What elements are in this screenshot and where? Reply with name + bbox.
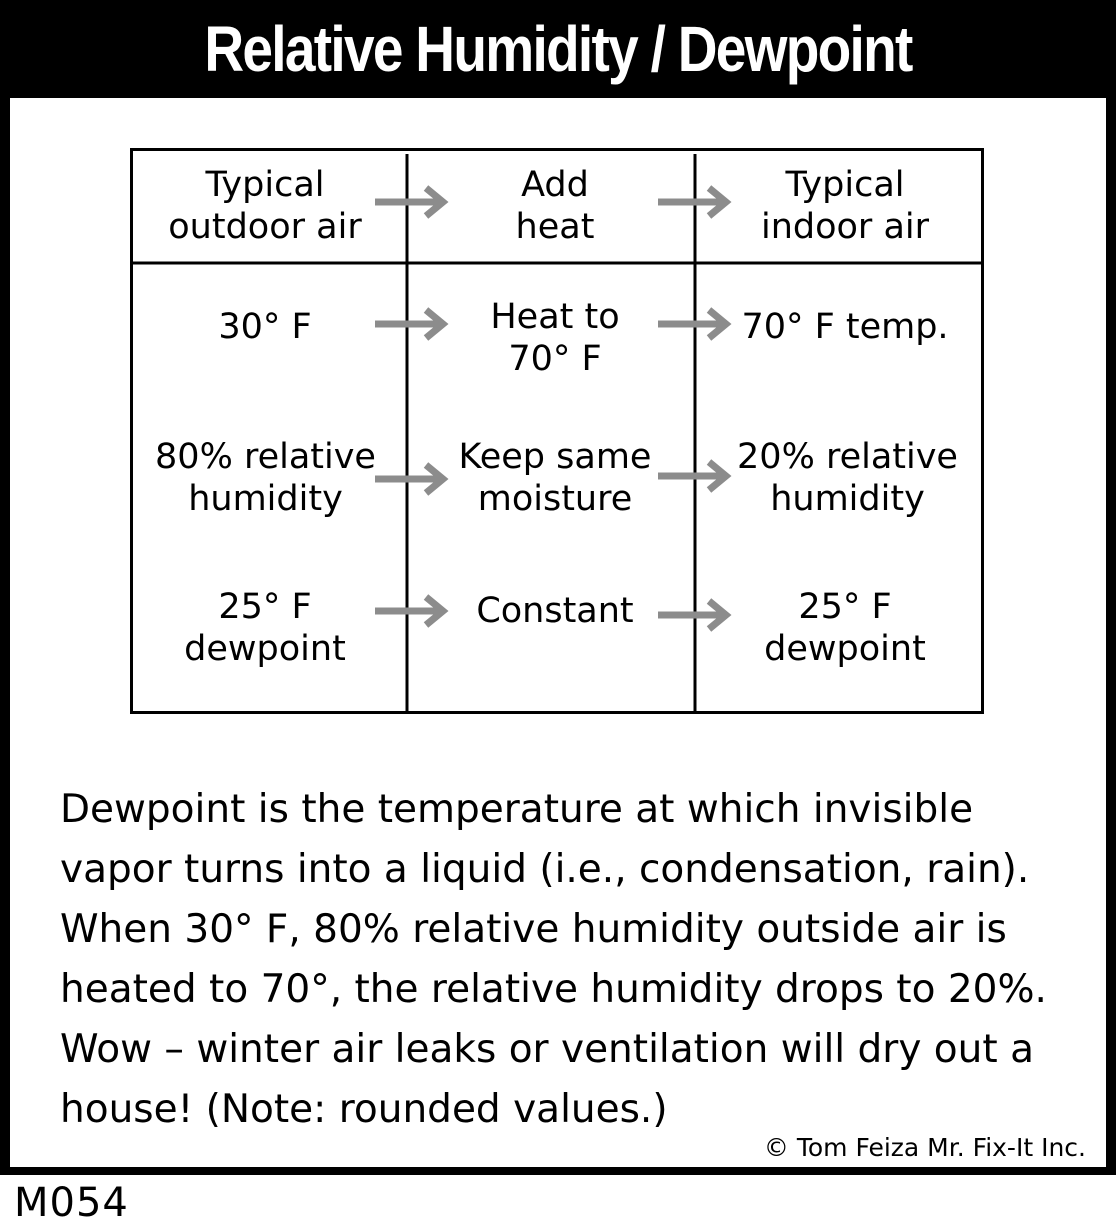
cell-line: 70° F temp. (741, 307, 949, 347)
row-humidity-change (430, 436, 680, 520)
cell-line: dewpoint (764, 629, 926, 669)
cell-line: 30° F (218, 307, 312, 347)
header-line: outdoor air (168, 207, 362, 247)
row-dewpoint-change (430, 590, 680, 632)
cell-line: dewpoint (184, 629, 346, 669)
cell-line: humidity (770, 479, 925, 519)
header-outdoor-air (140, 164, 390, 248)
row-dewpoint-indoor (720, 586, 970, 670)
paragraph-line: house! (Note: rounded values.) (60, 1087, 668, 1132)
paragraph-line: Wow – winter air leaks or ventilation will dry out a (60, 1027, 1034, 1072)
cell-line: 25° F (218, 587, 312, 627)
paragraph-line: Dewpoint is the temperature at which invisible (60, 787, 974, 832)
header-add-heat (430, 164, 680, 248)
header-line: indoor air (760, 207, 930, 247)
cell-line: 25° F (798, 587, 892, 627)
header-indoor-air (720, 164, 970, 248)
cell-line: Heat to (490, 297, 620, 337)
cell-line: Constant (476, 591, 634, 631)
cell-line: 70° F (508, 339, 602, 379)
row-dewpoint-outdoor (140, 586, 390, 670)
cell-line: 20% relative (737, 437, 958, 477)
header-line: Typical (785, 165, 905, 205)
diagram-title: Relative Humidity / Dewpoint (204, 13, 912, 85)
row-temperature-change (430, 296, 680, 380)
comparison-table (130, 148, 984, 714)
row-humidity-outdoor (138, 436, 393, 520)
diagram-code: M054 (14, 1180, 129, 1226)
paragraph-line: vapor turns into a liquid (i.e., condensation, rain). (60, 847, 1030, 892)
content-panel (10, 98, 1106, 1167)
cell-line: moisture (477, 479, 633, 519)
row-humidity-indoor (725, 436, 970, 520)
header-line: heat (515, 207, 595, 247)
header-line: Add (521, 165, 589, 205)
copyright-notice: © Tom Feiza Mr. Fix-It Inc. (763, 1133, 1086, 1162)
cell-line: 80% relative (155, 437, 376, 477)
cell-line: humidity (188, 479, 343, 519)
header-line: Typical (205, 165, 325, 205)
paragraph-line: When 30° F, 80% relative humidity outside air is (60, 907, 1007, 952)
cell-line: Keep same (458, 437, 652, 477)
paragraph-line: heated to 70°, the relative humidity drops to 20%. (60, 967, 1047, 1012)
row-temperature-outdoor (140, 306, 390, 348)
explanation-paragraph (60, 780, 1100, 1140)
row-temperature-indoor (725, 306, 965, 348)
